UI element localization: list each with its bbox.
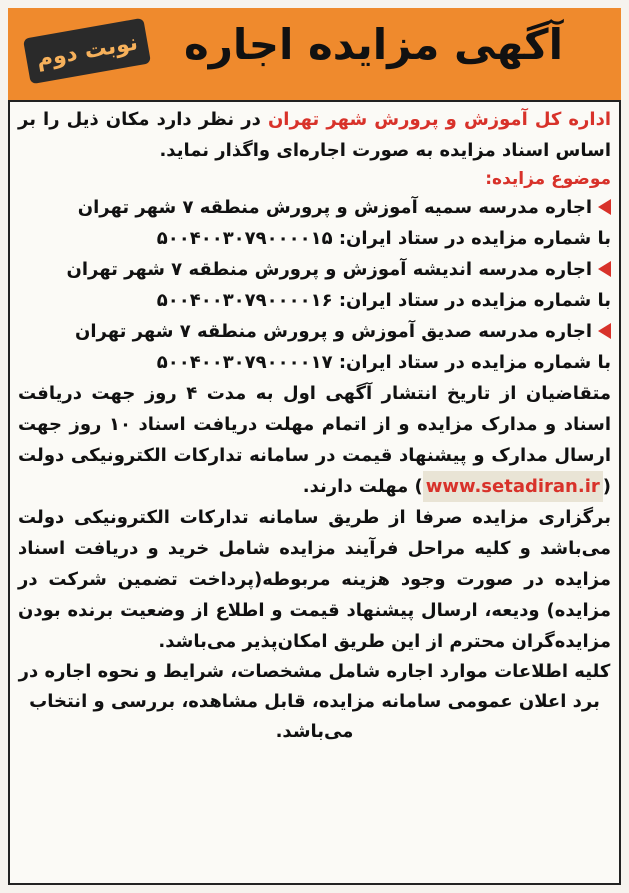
auction-item xyxy=(18,316,611,378)
item-text: اجاره مدرسه اندیشه آموزش و پرورش منطقه ۷ شهر تهران xyxy=(66,259,592,280)
deadline-paragraph xyxy=(18,378,611,502)
subject-label: موضوع مزایده: xyxy=(485,169,611,189)
auction-item xyxy=(18,192,611,254)
ad-header xyxy=(8,8,621,102)
item-text: اجاره مدرسه سمیه آموزش و پرورش منطقه ۷ شهر تهران xyxy=(77,197,592,218)
intro-paragraph xyxy=(18,104,611,166)
footer-note: کلیه اطلاعات موارد اجاره شامل مشخصات، شرایط و نحوه اجاره در برد اعلان عمومی سامانه مزایده، قابل مشاهده، بررسی و انتخاب می‌باشد. xyxy=(18,661,611,742)
organization-name: اداره کل آموزش و پرورش شهر تهران xyxy=(267,109,611,130)
bullet-arrow-icon xyxy=(598,261,611,277)
ad-title: آگهی مزایده اجاره xyxy=(183,20,563,69)
item-number: با شماره مزایده در ستاد ایران: ۵۰۰۴۰۰۳۰۷۹۰۰۰۰۱۵ xyxy=(156,228,611,249)
deadline-text: متقاضیان از تاریخ انتشار آگهی اول به مدت ۴ روز جهت دریافت اسناد و مدارک مزایده و از اتمام مهلت دریافت اسناد ۱۰ روز جهت ارسال مدارک و پیشنهاد قیمت در سامانه تدارکات الکترونیکی دولت ( xyxy=(18,383,612,497)
bullet-arrow-icon xyxy=(598,323,611,339)
round-badge: نوبت دوم xyxy=(23,18,151,84)
item-number: با شماره مزایده در ستاد ایران: ۵۰۰۴۰۰۳۰۷۹۰۰۰۰۱۶ xyxy=(156,290,611,311)
website-link[interactable]: www.setadiran.ir xyxy=(423,471,603,502)
item-text: اجاره مدرسه صدیق آموزش و پرورش منطقه ۷ شهر تهران xyxy=(75,321,592,342)
process-paragraph: برگزاری مزایده صرفا از طریق سامانه تدارکات الکترونیکی دولت می‌باشد و کلیه مراحل فرآیند مزایده شامل خرید و دریافت اسناد مزایده در صورت وجود هزینه مربوطه(پرداخت تضمین شرکت در مزایده) ودیعه، ارسال پیشنهاد قیمت و اطلاع از وضعیت برنده بودن مزایده‌گران محترم از این طریق امکان‌پذیر می‌باشد. xyxy=(18,507,611,652)
deadline-text-end: ) مهلت دارند. xyxy=(302,476,423,497)
intro-text: در نظر دارد مکان ذیل را بر اساس اسناد مزایده به صورت اجاره‌ای واگذار نماید. xyxy=(18,109,611,161)
bullet-arrow-icon xyxy=(598,199,611,215)
item-number: با شماره مزایده در ستاد ایران: ۵۰۰۴۰۰۳۰۷۹۰۰۰۰۱۷ xyxy=(156,352,611,373)
auction-item xyxy=(18,254,611,316)
ad-body xyxy=(18,104,611,877)
